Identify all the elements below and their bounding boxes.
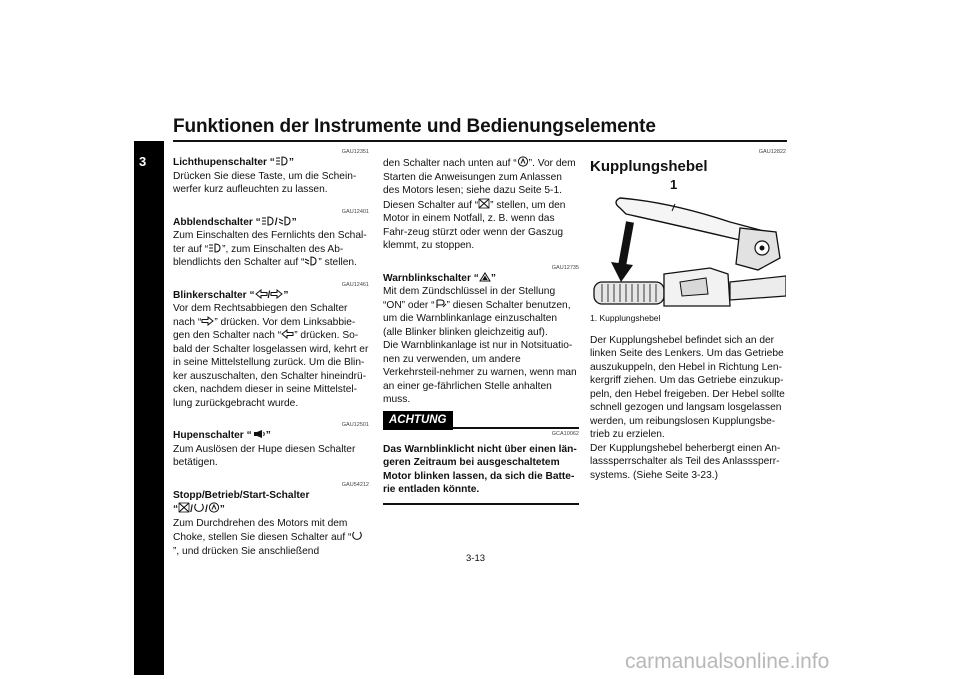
- section-title-clutch-lever: Kupplungshebel: [590, 158, 708, 175]
- high-beam-icon: [275, 156, 289, 166]
- column-middle: [383, 148, 579, 505]
- page-title: Funktionen der Instrumente und Bedienungselemente: [173, 116, 656, 137]
- section-body: Die Warnblinkanlage ist nur in Notsituatio-nen zu verwenden, um andere Verkehrsteil-nehmer zu warnen, wenn man an einer ge-fährlichen Stelle anhalten muss.: [383, 340, 577, 405]
- section-heading-stop-run-start-switch: Stopp/Betrieb/Start-Schalter “ / / ”: [173, 489, 310, 515]
- section-heading-dimmer-switch: Abblendschalter “ / ”: [173, 216, 297, 228]
- turn-right-icon: [201, 316, 214, 326]
- section-heading-passing-switch: Lichthupenschalter “ ”: [173, 157, 294, 168]
- high-beam-icon: [208, 243, 222, 253]
- chapter-number: 3: [139, 154, 147, 169]
- section-code: GAU12401: [341, 208, 369, 215]
- caution-code: GCA10062: [551, 430, 579, 437]
- engine-run-icon: [351, 530, 363, 541]
- section-body: Drücken Sie diese Taste, um die Schein-werfer kurz aufleuchten zu lassen.: [173, 170, 357, 195]
- title-rule: [173, 140, 787, 142]
- page-number: 3-13: [466, 553, 486, 564]
- section-code: GAU12351: [341, 149, 369, 155]
- section-heading-turn-signal-switch: Blinkerschalter “ / ”: [173, 289, 289, 301]
- figure-callout-1: 1: [670, 177, 678, 192]
- low-beam-icon: [278, 216, 292, 226]
- engine-start-icon: [208, 502, 220, 513]
- section-body: den Schalter nach unten auf “ ”. Vor dem Starten die Anweisungen zum Anlassen des Motors lesen; siehe dazu Seite 5-1. Diesen Schalter auf “ ” stellen, um den Motor in einem Notfall, z. B. wenn das Fahr-zeug stürzt oder wenn der Gaszug klemmt, zu stoppen.: [383, 158, 576, 251]
- watermark: carmanualsonline.info: [625, 650, 830, 673]
- turn-left-icon: [255, 289, 268, 299]
- section-body: Mit dem Zündschlüssel in der Stellung “ON” oder “ ” diesen Schalter benutzen, um die Warnblinkanlage einzuschalten (alle Blinker blinken gleichzeitig auf).: [383, 286, 571, 338]
- section-code: GAU12461: [341, 281, 369, 288]
- engine-stop-icon: [178, 502, 190, 513]
- section-body: Zum Durchdrehen des Motors mit dem Choke, stellen Sie diesen Schalter auf “ ”, und drücken Sie anschließend: [173, 517, 369, 559]
- figure-caption: 1. Kupplungshebel: [590, 313, 661, 323]
- caution-label: ACHTUNG: [383, 411, 453, 430]
- clutch-lever-figure: [590, 178, 786, 310]
- section-body: Der Kupplungshebel beherbergt einen An-lasssperrschalter als Teil des Anlasssperr-systems. (Siehe Seite 3-23.): [590, 442, 781, 481]
- turn-right-icon: [270, 289, 283, 299]
- section-code: GAU12735: [551, 264, 579, 271]
- low-beam-icon: [304, 256, 318, 266]
- column-right: [590, 148, 786, 482]
- section-heading-hazard-switch: Warnblinkschalter “ ”: [383, 272, 496, 284]
- high-beam-icon: [261, 216, 275, 226]
- engine-start-icon: [517, 156, 529, 167]
- section-body: Zum Einschalten des Fernlichts den Schal-ter auf “ ”, zum Einschalten des Ab-blendlichts den Schalter auf “ ” stellen.: [173, 230, 367, 268]
- section-body: Vor dem Rechtsabbiegen den Schalter nach “ ” drücken. Vor dem Linksabbie-gen den Schalter nach “ ” drücken. So-bald der Schalter losgelassen wird, kehrt er in seine Mittelstellung zurück. Um die Blin-ker auszuschalten, den Schalter hineindrü-cken, nachdem dieser in seine Mittelstel-lung zurückgebracht wurde.: [173, 303, 369, 409]
- engine-stop-icon: [478, 198, 490, 209]
- turn-left-icon: [281, 329, 294, 339]
- caution-text: Das Warnblinklicht nicht über einen län-geren Zeitraum bei ausgeschaltetem Motor blinken lassen, da sich die Batte-rie entladen könnte.: [383, 443, 577, 495]
- chapter-tab: [134, 141, 164, 675]
- hazard-icon: [479, 272, 491, 282]
- horn-icon: [252, 429, 266, 439]
- section-code: GAU54212: [341, 481, 369, 488]
- column-left: [173, 148, 369, 558]
- engine-run-icon: [193, 502, 205, 513]
- parking-icon: [435, 299, 447, 309]
- clutch-lever-illustration: [590, 178, 786, 310]
- section-code: GAU12501: [341, 422, 369, 428]
- section-code: GAU12822: [758, 149, 786, 155]
- section-heading-horn-switch: Hupenschalter “ ”: [173, 430, 271, 441]
- caution-box: [383, 411, 579, 505]
- section-body: Zum Auslösen der Hupe diesen Schalter betätigen.: [173, 443, 356, 468]
- section-body: Der Kupplungshebel befindet sich an der linken Seite des Lenkers. Um das Getriebe auszukuppeln, den Hebel in Richtung Len-kergriff ziehen. Um das Getriebe einzukup-peln, den Hebel freigeben. Der Hebel sollte schnell gezogen und langsam losgelassen werden, um reibungslosen Kupplungsbe-trieb zu erzielen.: [590, 334, 785, 440]
